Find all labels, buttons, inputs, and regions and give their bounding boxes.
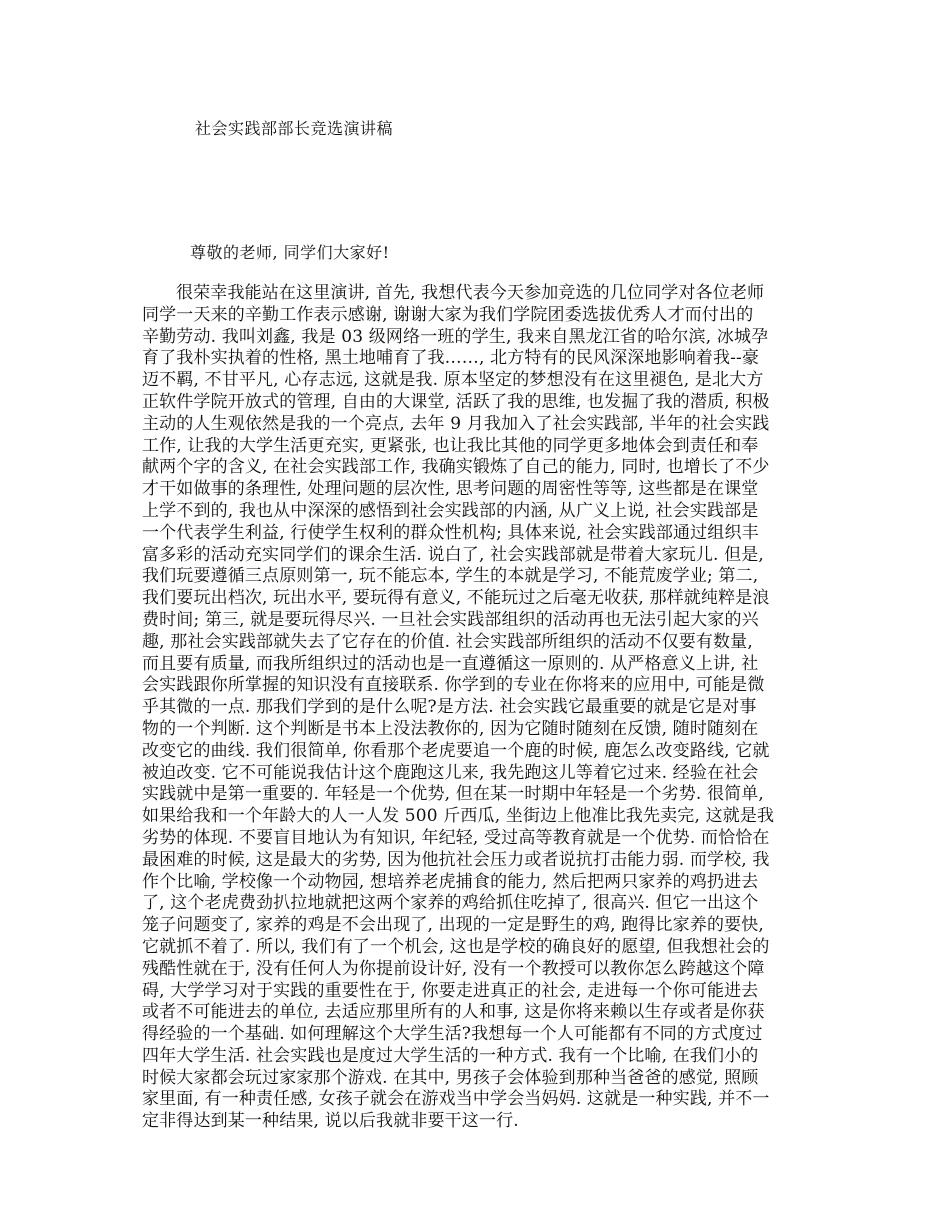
- body-line: 趣, 那社会实践部就失去了它存在的价值. 社会实践部所组织的活动不仅要有数量,: [142, 631, 753, 652]
- body-line: 费时间; 第三, 就是要玩得尽兴. 一旦社会实践部组织的活动再也无法引起大家的兴: [142, 609, 759, 630]
- body-line: 如果给我和一个年龄大的人一人发 500 斤西瓜, 坐街边上他准比我先卖完, 这就是我: [142, 806, 775, 827]
- body-line: 上学不到的, 我也从中深深的感悟到社会实践部的内涵, 从广义上说, 社会实践部是: [142, 500, 759, 521]
- body-line: 被迫改变. 它不可能说我估计这个鹿跑这儿来, 我先跑这儿等着它过来. 经验在社会: [142, 762, 759, 783]
- body-line: 定非得达到某一种结果, 说以后我就非要干这一行.: [142, 1111, 519, 1132]
- body-line: 同学一天来的辛勤工作表示感谢, 谢谢大家为我们学院团委选拔优秀人才而付出的: [142, 304, 754, 325]
- body-line: 最困难的时候, 这是最大的劣势, 因为他抗社会压力或者说抗打击能力弱. 而学校, 我: [142, 849, 770, 870]
- body-line: 笼子问题变了, 家养的鸡是不会出现了, 出现的一定是野生的鸡, 跑得比家养的要快,: [142, 915, 764, 936]
- body-line: 四年大学生活. 社会实践也是度过大学生活的一种方式. 我有一个比喻, 在我们小的: [142, 1045, 759, 1066]
- body-line: 迈不羁, 不甘平凡, 心存志远, 这就是我. 原本坚定的梦想没有在这里褪色, 是北大方: [142, 370, 764, 391]
- body-line: 才干如做事的条理性, 处理问题的层次性, 思考问题的周密性等等, 这些都是在课堂: [142, 479, 759, 500]
- body-line: 我们要玩出档次, 玩出水平, 要玩得有意义, 不能玩过之后毫无收获, 那样就纯粹是浪: [142, 588, 770, 609]
- body-line: 辛勤劳动. 我叫刘鑫, 我是 03 级网络一班的学生, 我来自黑龙江省的哈尔滨, 冰城孕: [142, 326, 769, 347]
- body-line: 实践就中是第一重要的. 年轻是一个优势, 但在某一时期中年轻是一个劣势. 很简单,: [142, 784, 764, 805]
- body-line: 献两个字的含义, 在社会实践部工作, 我确实锻炼了自己的能力, 同时, 也增长了不少: [142, 457, 770, 478]
- body-line: 劣势的体现. 不要盲目地认为有知识, 年纪轻, 受过高等教育就是一个优势. 而恰恰在: [142, 827, 770, 848]
- body-line: 会实践跟你所掌握的知识没有直接联系. 你学到的专业在你将来的应用中, 可能是微: [142, 675, 765, 696]
- document-title: 社会实践部部长竞选演讲稿: [195, 119, 394, 138]
- body-line: 而且要有质量, 而我所组织过的活动也是一直遵循这一原则的. 从严格意义上讲, 社: [142, 653, 759, 674]
- body-line: 家里面, 有一种责任感, 女孩子就会在游戏当中学会当妈妈. 这就是一种实践, 并不一: [142, 1089, 770, 1110]
- body-line: 它就抓不着了. 所以, 我们有了一个机会, 这也是学校的确良好的愿望, 但我想社会的: [142, 936, 770, 957]
- body-line: 作个比喻, 学校像一个动物园, 想培养老虎捕食的能力, 然后把两只家养的鸡扔进去: [142, 871, 759, 892]
- body-line: 得经验的一个基础. 如何理解这个大学生活?我想每一个人可能都有不同的方式度过: [142, 1024, 763, 1045]
- body-line: 或者不可能进去的单位, 去适应那里所有的人和事, 这是你将来赖以生存或者是你获: [142, 1002, 765, 1023]
- body-line: 育了我朴实执着的性格, 黑土地哺育了我……, 北方特有的民风深深地影响着我--豪: [142, 348, 760, 369]
- body-line: 乎其微的一点. 那我们学到的是什么呢?是方法. 社会实践它最重要的就是它是对事: [142, 697, 757, 718]
- greeting: 尊敬的老师, 同学们大家好!: [190, 243, 390, 262]
- body-line: 主动的人生观依然是我的一个亮点, 去年 9 月我加入了社会实践部, 半年的社会实践: [142, 413, 770, 434]
- body-line: 一个代表学生利益, 行使学生权利的群众性机构; 具体来说, 社会实践部通过组织丰: [142, 522, 759, 543]
- body-line: 碍, 大学学习对于实践的重要性在于, 你要走进真正的社会, 走进每一个你可能进去: [142, 980, 759, 1001]
- body-line: 了, 这个老虎费劲扒拉地就把这两个家养的鸡给抓住吃掉了, 很高兴. 但它一出这个: [142, 893, 759, 914]
- body-line: 正软件学院开放式的管理, 自由的大课堂, 活跃了我的思维, 也发掘了我的潜质, 积极: [142, 391, 770, 412]
- body-line: 工作, 让我的大学生活更充实, 更紧张, 也让我比其他的同学更多地体会到责任和奉: [142, 435, 759, 456]
- body-line: 残酷性就在于, 没有任何人为你提前设计好, 没有一个教授可以教你怎么跨越这个障: [142, 958, 765, 979]
- body-line: 时候大家都会玩过家家那个游戏. 在其中, 男孩子会体验到那种当爸爸的感觉, 照顾: [142, 1067, 759, 1088]
- body-line: 富多彩的活动充实同学们的课余生活. 说白了, 社会实践部就是带着大家玩儿. 但是,: [142, 544, 764, 565]
- body-line: 物的一个判断. 这个判断是书本上没法教你的, 因为它随时随刻在反馈, 随时随刻在: [142, 718, 759, 739]
- body-line: 很荣幸我能站在这里演讲, 首先, 我想代表今天参加竞选的几位同学对各位老师: [176, 283, 765, 303]
- body-paragraph: [142, 283, 812, 1133]
- body-line: 改变它的曲线. 我们很简单, 你看那个老虎要追一个鹿的时候, 鹿怎么改变路线, 它就: [142, 740, 770, 761]
- body-line: 我们玩要遵循三点原则第一, 玩不能忘本, 学生的本就是学习, 不能荒废学业; 第二,: [142, 566, 759, 587]
